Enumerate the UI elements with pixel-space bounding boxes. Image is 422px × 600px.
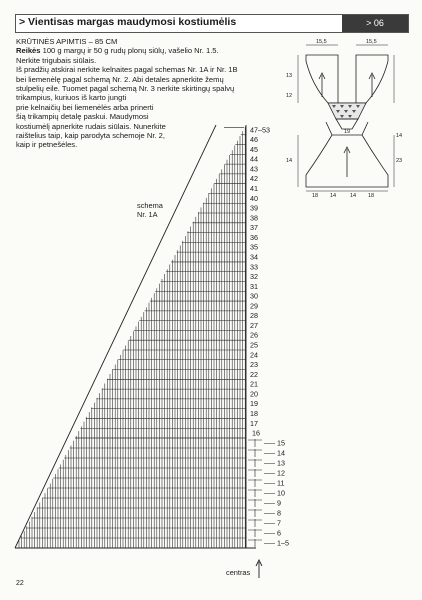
row-number: 9 bbox=[277, 498, 281, 508]
row-number: 11 bbox=[277, 478, 285, 488]
diagram-bottom-1: 18 bbox=[312, 193, 319, 197]
diagram-left-1: 13 bbox=[286, 73, 293, 79]
requirements-text: 100 g margų ir 50 g rudų plonų siūlų, vašelio Nr. 1.5. bbox=[40, 46, 219, 56]
diagram-left-2: 12 bbox=[286, 93, 293, 99]
page-number: 22 bbox=[16, 580, 24, 587]
row-number: 14 bbox=[277, 448, 285, 458]
diagram-right-2: 23 bbox=[396, 158, 403, 164]
diagram-left-3: 14 bbox=[286, 158, 293, 164]
row-number: 39 bbox=[250, 203, 258, 213]
row-number: 7 bbox=[277, 518, 281, 528]
instruction-line: stulpelių eile. Tuomet pagal schemą Nr. 3 nerkite skirtingų spalvų bbox=[16, 84, 235, 94]
row-number: 20 bbox=[250, 389, 258, 399]
row-number: 6 bbox=[277, 528, 281, 538]
row-number: 23 bbox=[250, 360, 258, 370]
row-number: 15 bbox=[277, 438, 285, 448]
schema-label: schema bbox=[137, 201, 163, 210]
row-number: 40 bbox=[250, 193, 258, 203]
instruction-line: bei liemenėlę pagal schemą Nr. 2. Abi detales apnerkite žemų bbox=[16, 74, 224, 84]
row-number: 27 bbox=[250, 320, 258, 330]
row-number: 10 bbox=[277, 488, 285, 498]
row-number: 35 bbox=[250, 242, 258, 252]
row-number: 34 bbox=[250, 252, 258, 262]
row-number: 42 bbox=[250, 174, 258, 184]
row-number: 44 bbox=[250, 154, 258, 164]
diagram-center: 19 bbox=[344, 129, 351, 135]
diagram-bottom-3: 14 bbox=[350, 193, 357, 197]
schema-number: Nr. 1A bbox=[137, 210, 158, 219]
row-number: 46 bbox=[250, 135, 258, 145]
row-number: 38 bbox=[250, 213, 258, 223]
instruction-line: Nerkite trigubais siūlais. bbox=[16, 55, 97, 65]
requirements-label: Reikės bbox=[16, 46, 41, 56]
diagram-bottom-4: 18 bbox=[368, 193, 375, 197]
header-title: > Vientisas margas maudymosi kostiumėlis bbox=[19, 16, 237, 28]
page-tag: > 06 bbox=[342, 15, 408, 32]
row-number: 16 bbox=[252, 428, 260, 438]
row-number: 47–53 bbox=[250, 125, 270, 135]
row-number: 28 bbox=[250, 311, 258, 321]
row-number: 31 bbox=[250, 281, 258, 291]
row-number: 21 bbox=[250, 379, 258, 389]
row-number: 30 bbox=[250, 291, 258, 301]
instruction-line: Iš pradžių atskirai nerkite kelnaites pagal schemas Nr. 1A ir Nr. 1B bbox=[16, 65, 238, 75]
instruction-line: kaip ir petnešėles. bbox=[16, 140, 78, 150]
instruction-line: trikampius, kuriuos iš karto jungti bbox=[16, 93, 127, 103]
row-number: 25 bbox=[250, 340, 258, 350]
diagram-right-1: 14 bbox=[396, 133, 403, 139]
row-number: 33 bbox=[250, 262, 258, 272]
row-number: 41 bbox=[250, 184, 258, 194]
row-number: 13 bbox=[277, 458, 285, 468]
row-number: 22 bbox=[250, 369, 258, 379]
center-arrow bbox=[256, 560, 262, 578]
stitch-grid bbox=[15, 125, 246, 548]
row-number: 24 bbox=[250, 350, 258, 360]
center-label: centras bbox=[226, 568, 251, 577]
row-number: 26 bbox=[250, 330, 258, 340]
row-number: 29 bbox=[250, 301, 258, 311]
row-number: 1–5 bbox=[277, 538, 289, 548]
row-number: 12 bbox=[277, 468, 285, 478]
row-number: 8 bbox=[277, 508, 281, 518]
instructions-title: KRŪTINĖS APIMTIS – 85 CM bbox=[16, 37, 118, 46]
row-number: 36 bbox=[250, 232, 258, 242]
row-number: 18 bbox=[250, 408, 258, 418]
row-number: 45 bbox=[250, 144, 258, 154]
instruction-line: raištelius taip, kaip parodyta schemoje Nr. 2, bbox=[16, 131, 165, 141]
row-number: 32 bbox=[250, 272, 258, 282]
row-number: 19 bbox=[250, 399, 258, 409]
lower-motif bbox=[248, 439, 262, 547]
diagram-bottom-2: 14 bbox=[330, 193, 337, 197]
row-number: 17 bbox=[250, 418, 258, 428]
instruction-line: šią trikampių detalę paskui. Maudymosi bbox=[16, 112, 149, 122]
instruction-line: prie kelnaičių bei liemenėlės arba prinerti bbox=[16, 102, 154, 112]
row-number: 43 bbox=[250, 164, 258, 174]
diagram-top-left: 15,5 bbox=[316, 39, 327, 45]
chart-diagonal-edge bbox=[15, 125, 216, 548]
diagram-top-right: 15,5 bbox=[366, 39, 377, 45]
instruction-line: kostiumėlį apnerkite rudais siūlais. Nunerkite bbox=[16, 121, 166, 131]
swimsuit-diagram bbox=[284, 37, 404, 197]
row-number: 37 bbox=[250, 223, 258, 233]
